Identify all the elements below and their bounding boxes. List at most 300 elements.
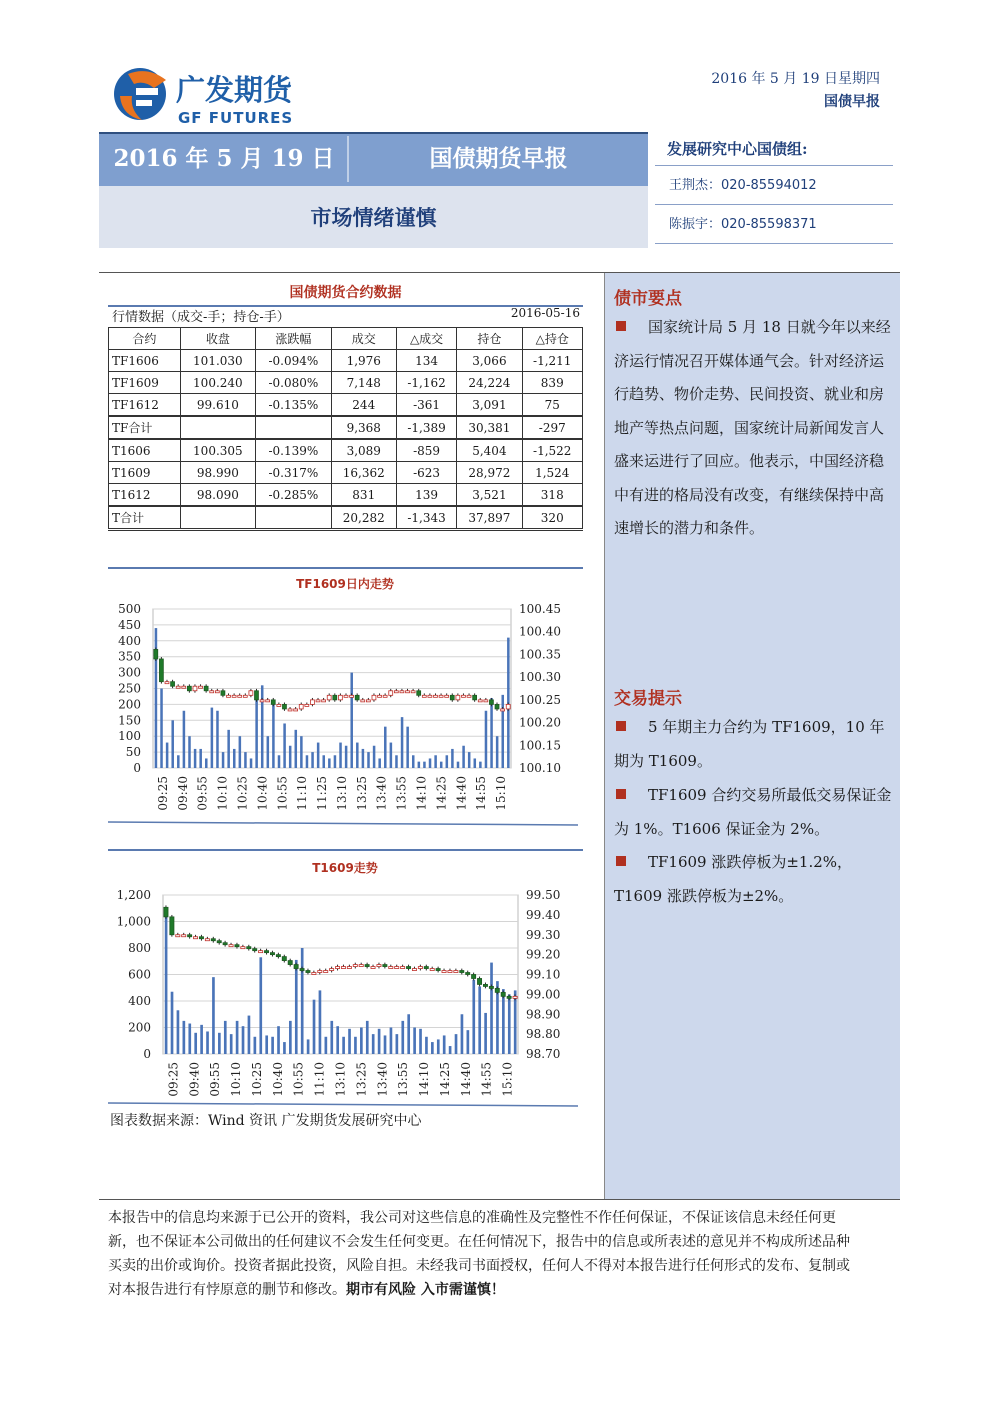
table-cell: -0.094% [256,350,332,372]
volume-bar [289,1021,292,1054]
volume-bar [407,1014,410,1054]
contract-cell: TF1609 [109,372,181,394]
table-cell: 16,362 [331,462,396,484]
candle-body [350,695,354,697]
x-axis-tick: 11:10 [295,776,310,811]
volume-bar [378,758,381,768]
candle-body [312,973,316,975]
candle-body [294,709,298,711]
candle-body [366,700,370,702]
candle-body [456,695,460,700]
volume-bar [354,1037,357,1054]
table-row [109,506,583,530]
table-cell: -1,211 [522,350,583,372]
candle-body [204,686,208,691]
table-cell: 98.990 [180,462,255,484]
table-cell: 318 [522,484,583,507]
chart-source: 图表数据来源：Wind 资讯 广发期货发展研究中心 [110,1113,422,1129]
volume-bar [451,749,454,768]
x-axis-tick: 14:10 [414,776,429,811]
volume-bar [242,1026,245,1054]
candle-body [428,695,432,697]
volume-bar [160,689,163,769]
candle-body [472,975,476,979]
left-axis-tick: 50 [125,745,141,760]
x-axis-tick: 10:40 [255,776,270,811]
volume-bar [339,743,342,768]
header-date: 2016 年 5 月 19 日星期四 [711,71,880,87]
candle-body [466,973,470,975]
x-axis-tick: 10:10 [215,776,230,811]
volume-bar [265,1035,268,1054]
x-axis-tick: 09:55 [208,1062,223,1097]
volume-bar [384,1035,387,1054]
candle-body [483,984,487,986]
candle-body [412,969,416,971]
candle-body [271,700,275,705]
candle-body [400,691,404,693]
x-axis-tick: 09:55 [195,776,210,811]
volume-bar [311,752,314,768]
right-axis-tick: 100.10 [519,761,561,775]
volume-bar [395,755,398,768]
volume-bar [336,1026,339,1054]
candle-body [365,965,369,967]
t1609-trend-chart [108,848,583,1108]
volume-bar [348,1029,351,1054]
volume-bar [496,736,499,768]
table-cell [256,416,332,439]
x-axis-tick: 15:10 [494,776,509,811]
volume-bar [431,1042,434,1054]
volume-bar [250,758,253,768]
candle-body [310,700,314,705]
candle-body [450,695,454,700]
volume-bar [165,911,168,1054]
right-axis-tick: 100.30 [519,670,561,685]
candle-body [333,695,337,700]
volume-bar [295,730,298,768]
table-cell: -0.285% [256,484,332,507]
volume-bar [334,755,337,768]
volume-bar [449,1046,452,1054]
left-axis-tick: 500 [118,602,141,616]
table-cell: -1,343 [396,506,456,530]
table-cell: -859 [396,439,456,462]
volume-bar [457,762,460,768]
candle-body [359,965,363,967]
right-axis-tick: 99.50 [526,888,561,902]
table-cell: 7,148 [331,372,396,394]
x-axis-tick: 14:55 [474,776,489,811]
right-axis-tick: 99.00 [526,987,561,1002]
futures-contract-table [108,327,583,531]
candle-body [495,704,499,709]
volume-bar [244,752,247,768]
volume-bar [211,708,214,768]
right-axis-tick: 99.40 [526,907,561,922]
volume-bar [212,977,215,1054]
volume-bar [455,1034,458,1054]
left-axis-tick: 800 [128,941,151,955]
candle-body [238,695,242,697]
column-header: 成交 [331,328,396,350]
candle-body [461,695,465,697]
banner-title: 国债期货早报 [429,145,568,172]
left-axis-tick: 400 [118,633,141,648]
volume-bar [429,758,432,768]
volume-bar [490,698,493,768]
candle-body [372,695,376,700]
candle-body [205,939,209,941]
candle-body [394,691,398,693]
volume-bar [200,1025,203,1054]
left-axis-tick: 250 [118,681,141,696]
volume-bar [474,758,477,768]
volume-bar [216,711,219,768]
candle-body [176,686,180,688]
candle-body [235,945,239,947]
candle-body [327,695,331,700]
candle-body [159,659,163,682]
candle-body [353,965,357,967]
team-title: 发展研究中心国债组: [655,136,893,166]
volume-bar [205,758,208,768]
candle-body [489,986,493,988]
volume-bar [319,990,322,1054]
chart-title: TF1609日内走势 [296,577,394,591]
candle-body [188,935,192,937]
volume-bar [317,743,320,768]
volume-bar [401,1021,404,1054]
candle-body [448,971,452,973]
candle-body [439,695,443,697]
trading-tip-text: TF1609 涨跌停板为±1.2%，T1609 涨跌停板为±2%。 [614,853,853,905]
table-row [109,372,583,394]
candle-body [221,691,225,696]
candle-body [300,969,304,971]
volume-bar [171,992,174,1054]
volume-bar [384,727,387,768]
volume-bar [227,730,230,768]
candle-body [355,695,359,700]
volume-bar [177,755,180,768]
bullet-icon [616,789,626,799]
candle-body [422,695,426,697]
candle-body [378,695,382,697]
table-cell: 28,972 [457,462,522,484]
x-axis-tick: 14:55 [479,1062,494,1097]
candle-body [335,967,339,969]
header-report-type: 国债早报 [824,94,880,110]
candle-body [344,695,348,697]
table-cell: -0.139% [256,439,332,462]
logo-cn: 广发期货 [176,73,293,107]
volume-bar [423,762,426,768]
volume-bar [378,1029,381,1054]
column-header: 合约 [109,328,181,350]
candle-body [411,691,415,693]
candle-body [467,695,471,697]
contract-cell: TF合计 [109,416,181,439]
candle-body [330,969,334,971]
candle-body [341,967,345,969]
candle-body [294,965,298,969]
x-axis-tick: 14:25 [434,776,449,811]
left-axis-tick: 400 [128,994,151,1008]
table-cell: 37,897 [457,506,522,530]
candle-body [383,695,387,697]
candle-body [199,937,203,939]
candle-body [270,953,274,955]
bullet-icon [616,856,626,866]
volume-bar [502,989,505,1054]
volume-bar [366,1021,369,1054]
table-cell: 839 [522,372,583,394]
x-axis-tick: 10:55 [275,776,290,811]
candle-body [176,935,180,937]
table-cell: -0.135% [256,394,332,417]
candle-body [154,649,158,659]
volume-bar [233,749,236,768]
table-cell: -361 [396,394,456,417]
table-cell: 320 [522,506,583,530]
candle-body [506,704,510,709]
volume-bar [390,743,393,768]
volume-bar [390,1028,393,1055]
candle-body [247,947,251,949]
candle-body [305,704,309,706]
candle-body [324,971,328,973]
volume-bar [472,980,475,1054]
volume-bar [461,1014,464,1054]
candle-body [430,969,434,971]
volume-bar [283,723,286,768]
chart-border-line [108,1103,578,1106]
volume-bar [248,1016,251,1054]
right-axis-tick: 100.25 [519,692,561,707]
trading-tip [614,779,892,846]
trading-tip-text: TF1609 合约交易所最低交易保证金为 1%。T1606 保证金为 2%。 [614,786,892,838]
candle-body [223,943,227,945]
volume-bar [350,673,353,768]
candle-body [424,967,428,969]
table-meta-label: 行情数据（成交-手；持仓-手） [112,310,290,325]
volume-bar [484,1013,487,1054]
volume-bar [322,755,325,768]
table-row [109,394,583,417]
candle-body [445,695,449,697]
table-cell: 134 [396,350,456,372]
volume-bar [199,749,202,768]
volume-bar [301,948,304,1054]
volume-bar [468,752,471,768]
volume-bar [218,1033,221,1054]
left-axis-tick: 600 [128,967,151,982]
candle-body [495,988,499,992]
volume-bar [239,736,242,768]
banner-subtitle: 市场情绪谨慎 [310,205,437,230]
candle-body [182,935,186,937]
candle-body [241,947,245,949]
volume-bar [372,1034,375,1054]
x-axis-tick: 14:25 [437,1062,452,1097]
volume-bar [300,736,303,768]
volume-bar [289,746,292,768]
column-header: △成交 [396,328,456,350]
volume-bar [313,1000,316,1054]
table-cell: 100.240 [180,372,255,394]
chart-border-line [108,822,578,825]
candle-body [316,700,320,702]
table-cell: -0.317% [256,462,332,484]
candle-body [243,695,247,697]
candle-body [442,971,446,973]
left-axis-tick: 450 [118,617,141,632]
right-axis-tick: 99.20 [526,947,561,962]
volume-bar [425,1037,428,1054]
trading-tip-text: 5 年期主力合约为 TF1609，10 年期为 T1609。 [614,718,885,770]
logo-mark-icon [114,68,166,120]
disclaimer [108,1206,856,1302]
table-cell: 99.610 [180,394,255,417]
candle-body [276,955,280,957]
candle-body [199,686,203,688]
candle-body [318,971,322,973]
x-axis-tick: 14:40 [458,1062,473,1097]
column-header: 涨跌幅 [256,328,332,350]
volume-bar [183,1021,186,1054]
volume-bar [485,711,488,768]
table-cell: -1,522 [522,439,583,462]
volume-bar [194,1033,197,1054]
contract-cell: T合计 [109,506,181,530]
volume-bar [501,695,504,768]
candle-body [417,691,421,696]
x-axis-tick: 11:25 [315,776,330,811]
candle-body [478,700,482,702]
right-axis-tick: 100.40 [519,624,561,639]
table-cell: 101.030 [180,350,255,372]
table-cell: 139 [396,484,456,507]
volume-bar [283,1042,286,1054]
left-axis-tick: 300 [118,665,141,680]
table-row [109,439,583,462]
table-cell: 100.305 [180,439,255,462]
candle-body [217,941,221,943]
volume-bar [360,1028,363,1055]
volume-bar [356,743,359,768]
x-axis-tick: 09:40 [175,776,190,811]
right-axis-tick: 100.35 [519,647,561,662]
x-axis-tick: 11:10 [312,1062,327,1097]
table-date: 2016-05-16 [510,306,580,320]
volume-bar [325,1037,328,1054]
volume-bar [328,758,331,768]
candle-body [347,967,351,969]
volume-bar [307,1039,310,1054]
volume-bar [295,960,298,1054]
candle-body [338,695,342,700]
candle-body [383,965,387,967]
candle-body [377,965,381,967]
candle-body [259,951,263,953]
volume-bar [406,727,409,768]
section-title-bond-market: 债市要点 [614,289,682,309]
contract-cell: TF1606 [109,350,181,372]
x-axis-tick: 13:10 [334,776,349,811]
candle-body [299,704,303,709]
volume-bar [183,711,186,768]
volume-bar [413,1028,416,1055]
volume-bar [418,762,421,768]
volume-bar [440,762,443,768]
candle-body [264,951,268,953]
volume-bar [171,720,174,768]
table-cell: 1,524 [522,462,583,484]
volume-bar [345,746,348,768]
x-axis-tick: 13:25 [354,776,369,811]
volume-bar [367,752,370,768]
volume-bar [419,1029,422,1054]
x-axis-tick: 14:40 [454,776,469,811]
banner-date: 2016 年 5 月 19 日 [113,145,335,172]
right-axis-tick: 100.45 [519,602,561,616]
x-axis-tick: 13:25 [354,1062,369,1097]
right-axis-tick: 99.30 [526,927,561,942]
volume-bar [194,749,197,768]
candle-body [165,682,169,684]
volume-bar [188,736,191,768]
volume-bar [255,698,258,768]
table-row [109,350,583,372]
left-axis-tick: 1,200 [116,888,151,902]
table-header-row [109,328,583,350]
bullet-icon [616,321,626,331]
table-cell: 831 [331,484,396,507]
table-cell: 30,381 [457,416,522,439]
candle-body [229,945,233,947]
volume-bar [277,1026,280,1054]
x-axis-tick: 13:55 [396,1062,411,1097]
contract-cell: TF1612 [109,394,181,417]
table-row [109,462,583,484]
left-axis-tick: 200 [128,1020,151,1035]
table-cell: 1,976 [331,350,396,372]
candle-body [501,992,505,996]
table-cell: 20,282 [331,506,396,530]
bullet-icon [616,721,626,731]
volume-bar [306,755,309,768]
x-axis-tick: 13:40 [374,776,389,811]
table-cell [180,416,255,439]
volume-bar [437,1039,440,1054]
x-axis-tick: 14:10 [417,1062,432,1097]
volume-bar [401,717,404,768]
x-axis-tick: 10:40 [270,1062,285,1097]
volume-bar [434,755,437,768]
table-cell: 3,066 [457,350,522,372]
volume-bar [206,1031,209,1054]
volume-bar [261,685,264,768]
candle-body [164,907,168,917]
risk-warning: 期市有风险 入市需谨慎！ [346,1282,505,1298]
candle-body [187,686,191,691]
candle-body [210,691,214,693]
table-cell: 24,224 [457,372,522,394]
volume-bar [177,1010,180,1054]
candle-body [477,978,481,984]
